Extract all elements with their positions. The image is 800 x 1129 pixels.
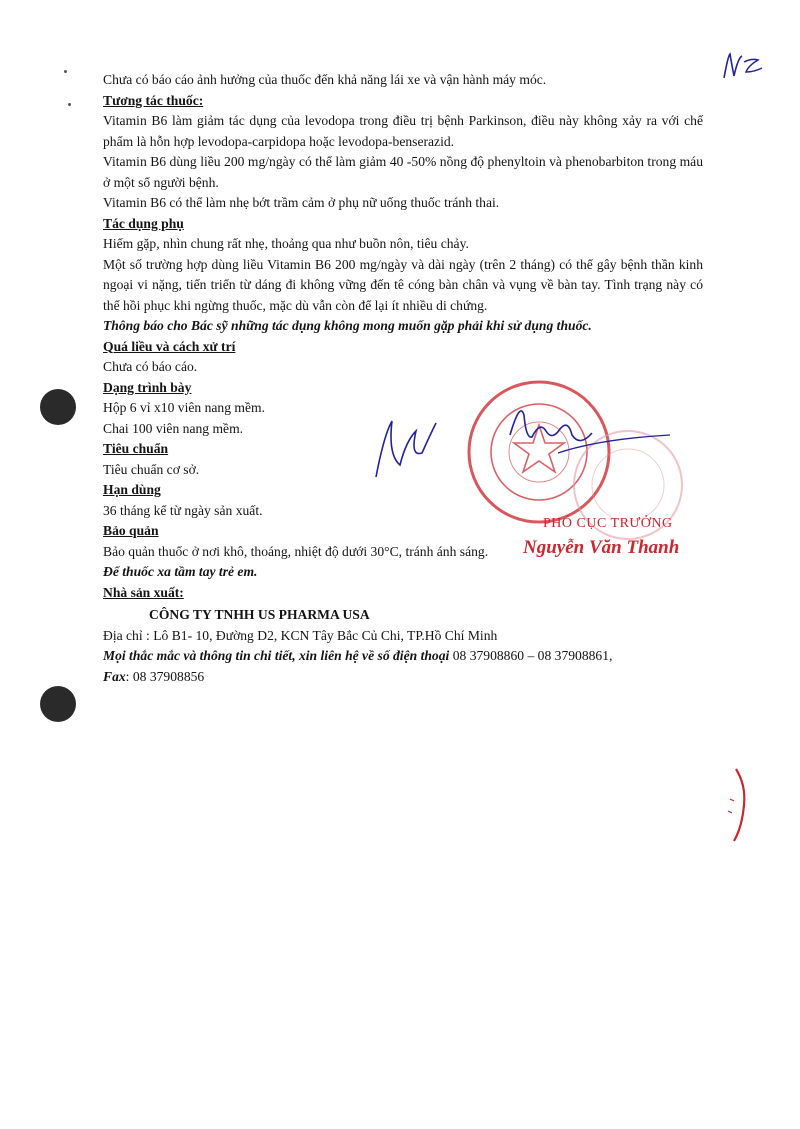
section-heading-standard: Tiêu chuẩn [103,441,169,456]
handwritten-initials [718,46,778,86]
stamp-name: Nguyễn Văn Thanh [523,537,680,558]
fax-line [103,667,703,688]
contact-line [103,646,703,667]
stamp-title: PHÓ CỤC TRƯỞNG [543,516,673,531]
speck [64,70,67,73]
signature-icon [370,395,670,485]
company-name: CÔNG TY TNHH US PHARMA USA [149,607,370,622]
section-heading-interactions: Tương tác thuốc: [103,92,204,108]
side-effects-rare: Hiếm gặp, nhìn chung rất nhẹ, thoảng qua như buồn nôn, tiêu chảy. [103,236,469,251]
official-stamp [440,375,700,575]
pack-bottle: Chai 100 viên nang mềm. [103,420,244,436]
keep-away-children: Để thuốc xa tầm tay trẻ em. [103,564,258,579]
red-edge-mark [722,765,752,845]
section-heading-overdose: Quá liều và cách xử trí [103,338,236,354]
standard-text: Tiêu chuẩn cơ sở. [103,461,200,477]
binder-hole-bottom [40,686,76,722]
interaction-phenytoin: Vitamin B6 dùng liều 200 mg/ngày có thể làm giảm 40 -50% nồng độ phenyltoin và phenobarbiton trong máu ở một số người bệnh. [103,154,703,190]
section-heading-shelf-life: Hạn dùng [103,482,161,497]
binder-hole-top [40,389,76,425]
doctor-notice: Thông báo cho Bác sỹ những tác dụng không mong muốn gặp phải khi sử dụng thuốc. [103,318,592,333]
pack-box: Hộp 6 vỉ x10 viên nang mềm. [103,400,265,415]
section-heading-side-effects: Tác dụng phụ [103,215,184,231]
shelf-life-text: 36 tháng kể từ ngày sản xuất. [103,502,263,518]
section-heading-manufacturer: Nhà sản xuất: [103,584,184,600]
section-heading-dosage-form: Dạng trình bày [103,379,192,395]
contact-phones: 08 37908860 – 08 37908861, [449,648,613,663]
speck [68,103,71,106]
interaction-levodopa: Vitamin B6 làm giảm tác dụng của levodopa trong điều trị bệnh Parkinson, điều này không xảy ra với chế phẩm là hỗn hợp levodopa-carpidopa hoặc levodopa-benserazid. [103,113,703,149]
interaction-contraceptive: Vitamin B6 có thể làm nhẹ bớt trầm cảm ở phụ nữ uống thuốc tránh thai. [103,195,500,210]
company-address: Địa chỉ : Lô B1- 10, Đường D2, KCN Tây Bắc Củ Chi, TP.Hồ Chí Minh [103,627,498,643]
driving-note: Chưa có báo cáo ảnh hưởng của thuốc đến khả năng lái xe và vận hành máy móc. [103,72,547,87]
fax-value: : 08 37908856 [125,668,205,684]
storage-text: Bảo quản thuốc ở nơi khô, thoáng, nhiệt độ dưới 30°C, tránh ánh sáng. [103,543,489,559]
overdose-text: Chưa có báo cáo. [103,359,198,374]
contact-label: Mọi thắc mắc và thông tin chi tiết, xin liên hệ về số điện thoại [103,648,450,663]
section-heading-storage: Bảo quản [103,523,159,538]
side-effects-neuropathy: Một số trường hợp dùng liều Vitamin B6 200 mg/ngày và dài ngày (trên 2 tháng) có thể gây bệnh thần kinh ngoại vi nặng, tiến triển từ dáng đi không vững đến tê cóng bàn chân và vụng về bàn tay. Tình trạng này có thể hồi phục khi ngừng thuốc, mặc dù vẫn còn để lại ít nhiều di chứng. [103,256,703,313]
fax-label: Fax [103,668,126,684]
